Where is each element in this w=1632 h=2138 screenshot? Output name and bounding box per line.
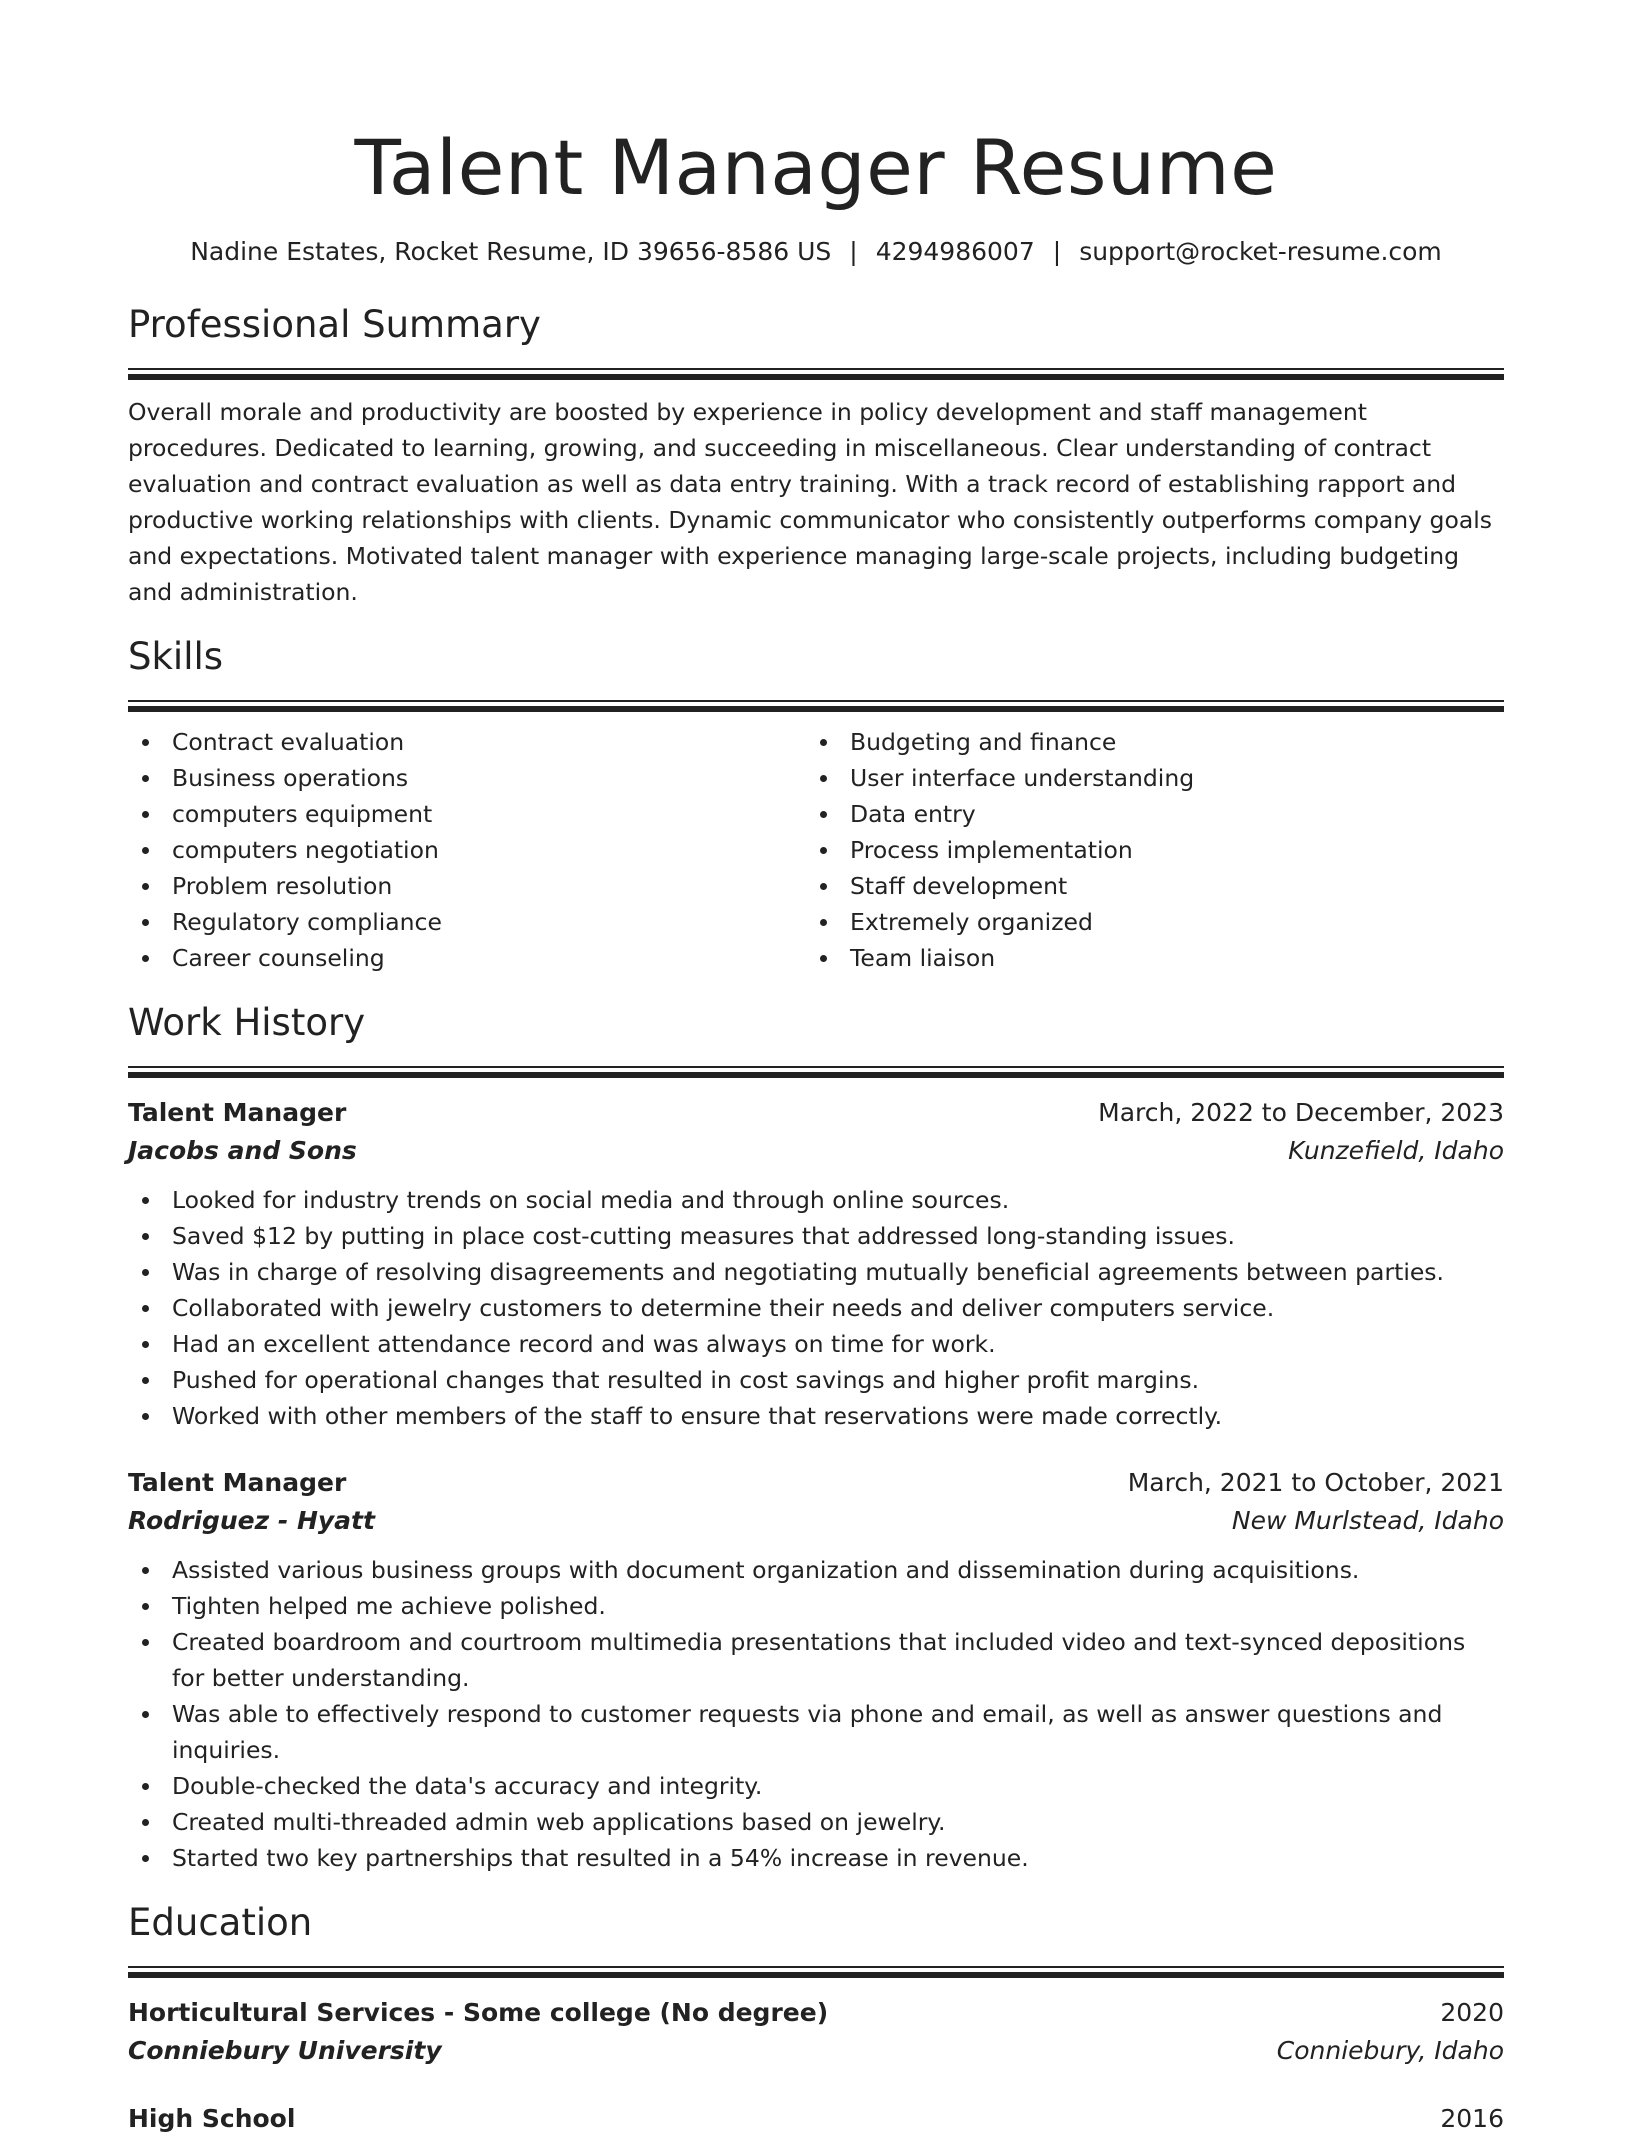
job-header bbox=[128, 1464, 1504, 1502]
job-entry bbox=[128, 1094, 1504, 1434]
education-section bbox=[128, 1900, 1504, 2138]
education-entry bbox=[128, 1994, 1504, 2070]
skill-item: Contract evaluation bbox=[128, 724, 806, 760]
skill-item: Career counseling bbox=[128, 940, 806, 976]
skill-item: Staff development bbox=[806, 868, 1484, 904]
education-header bbox=[128, 1994, 1504, 2032]
education-degree: High School bbox=[128, 2104, 296, 2133]
education-location: Conniebury, Idaho bbox=[1276, 2036, 1504, 2065]
skills-list-right bbox=[806, 724, 1484, 976]
job-bullet: Started two key partnerships that resulted in a 54% increase in revenue. bbox=[128, 1840, 1504, 1876]
skill-item: Budgeting and finance bbox=[806, 724, 1484, 760]
section-divider bbox=[128, 1966, 1504, 1978]
resume-page bbox=[128, 0, 1504, 2138]
job-location: Kunzefield, Idaho bbox=[1288, 1136, 1504, 1165]
job-bullet: Created boardroom and courtroom multimedia presentations that included video and text-synced depositions for better understanding. bbox=[128, 1624, 1504, 1696]
job-dates: March, 2021 to October, 2021 bbox=[1127, 1468, 1504, 1497]
job-bullet: Worked with other members of the staff to ensure that reservations were made correctly. bbox=[128, 1398, 1504, 1434]
job-bullet: Tighten helped me achieve polished. bbox=[128, 1588, 1504, 1624]
contact-phone: 4294986007 bbox=[875, 237, 1035, 266]
summary-text: Overall morale and productivity are boosted by experience in policy development and staff management procedures. Dedicated to learning, growing, and succeeding in miscellaneous. Clear understanding of contract evaluation and contract evaluation as well as data entry training. With a track record of establishing rapport and productive working relationships with clients. Dynamic communicator who consistently outperforms company goals and expectations. Motivated talent manager with experience managing large-scale projects, including budgeting and administration. bbox=[128, 398, 1493, 606]
job-title: Talent Manager bbox=[128, 1098, 347, 1127]
summary-section bbox=[128, 302, 1504, 610]
contact-email[interactable]: support@rocket-resume.com bbox=[1079, 237, 1442, 266]
contact-address: Nadine Estates, Rocket Resume, ID 39656-8586 US bbox=[190, 237, 832, 266]
summary-heading: Professional Summary bbox=[128, 303, 541, 346]
job-subheader bbox=[128, 1502, 1504, 1540]
section-divider bbox=[128, 1066, 1504, 1078]
skills-grid bbox=[128, 724, 1504, 976]
job-bullet: Assisted various business groups with document organization and dissemination during acquisitions. bbox=[128, 1552, 1504, 1588]
skills-heading: Skills bbox=[128, 635, 224, 678]
skill-item: computers negotiation bbox=[128, 832, 806, 868]
job-bullets bbox=[128, 1552, 1504, 1876]
job-bullets bbox=[128, 1182, 1504, 1434]
skill-item: Extremely organized bbox=[806, 904, 1484, 940]
job-bullet: Created multi-threaded admin web applications based on jewelry. bbox=[128, 1804, 1504, 1840]
job-bullet: Collaborated with jewelry customers to determine their needs and deliver computers service. bbox=[128, 1290, 1504, 1326]
skill-item: Business operations bbox=[128, 760, 806, 796]
job-bullet: Double-checked the data's accuracy and integrity. bbox=[128, 1768, 1504, 1804]
job-entry bbox=[128, 1464, 1504, 1876]
resume-title: Talent Manager Resume bbox=[354, 123, 1278, 212]
job-bullet: Pushed for operational changes that resulted in cost savings and higher profit margins. bbox=[128, 1362, 1504, 1398]
job-company: Rodriguez - Hyatt bbox=[128, 1506, 375, 1535]
education-degree: Horticultural Services - Some college (No degree) bbox=[128, 1998, 829, 2027]
section-divider bbox=[128, 700, 1504, 712]
skills-list-left bbox=[128, 724, 806, 976]
work-section bbox=[128, 1000, 1504, 1876]
job-header bbox=[128, 1094, 1504, 1132]
education-entry bbox=[128, 2100, 1504, 2138]
contact-line bbox=[128, 236, 1504, 268]
education-subheader bbox=[128, 2032, 1504, 2070]
job-bullet: Had an excellent attendance record and was always on time for work. bbox=[128, 1326, 1504, 1362]
contact-separator: | bbox=[1052, 237, 1062, 266]
job-bullet: Was able to effectively respond to customer requests via phone and email, as well as answer questions and inquiries. bbox=[128, 1696, 1504, 1768]
education-heading: Education bbox=[128, 1901, 313, 1944]
skill-item: Team liaison bbox=[806, 940, 1484, 976]
job-dates: March, 2022 to December, 2023 bbox=[1098, 1098, 1504, 1127]
job-bullet: Looked for industry trends on social media and through online sources. bbox=[128, 1182, 1504, 1218]
skills-section bbox=[128, 634, 1504, 976]
job-bullet: Saved $12 by putting in place cost-cutting measures that addressed long-standing issues. bbox=[128, 1218, 1504, 1254]
job-title: Talent Manager bbox=[128, 1468, 347, 1497]
work-heading: Work History bbox=[128, 1001, 366, 1044]
education-school: Conniebury University bbox=[128, 2036, 442, 2065]
education-year: 2016 bbox=[1440, 2104, 1504, 2133]
skill-item: Process implementation bbox=[806, 832, 1484, 868]
job-subheader bbox=[128, 1132, 1504, 1170]
skill-item: computers equipment bbox=[128, 796, 806, 832]
job-company: Jacobs and Sons bbox=[128, 1136, 357, 1165]
contact-separator: | bbox=[849, 237, 858, 266]
education-header bbox=[128, 2100, 1504, 2138]
job-location: New Murlstead, Idaho bbox=[1231, 1506, 1504, 1535]
job-bullet: Was in charge of resolving disagreements and negotiating mutually beneficial agreements between parties. bbox=[128, 1254, 1504, 1290]
skill-item: Data entry bbox=[806, 796, 1484, 832]
education-year: 2020 bbox=[1440, 1998, 1504, 2027]
skill-item: User interface understanding bbox=[806, 760, 1484, 796]
section-divider bbox=[128, 368, 1504, 380]
skill-item: Regulatory compliance bbox=[128, 904, 806, 940]
skill-item: Problem resolution bbox=[128, 868, 806, 904]
